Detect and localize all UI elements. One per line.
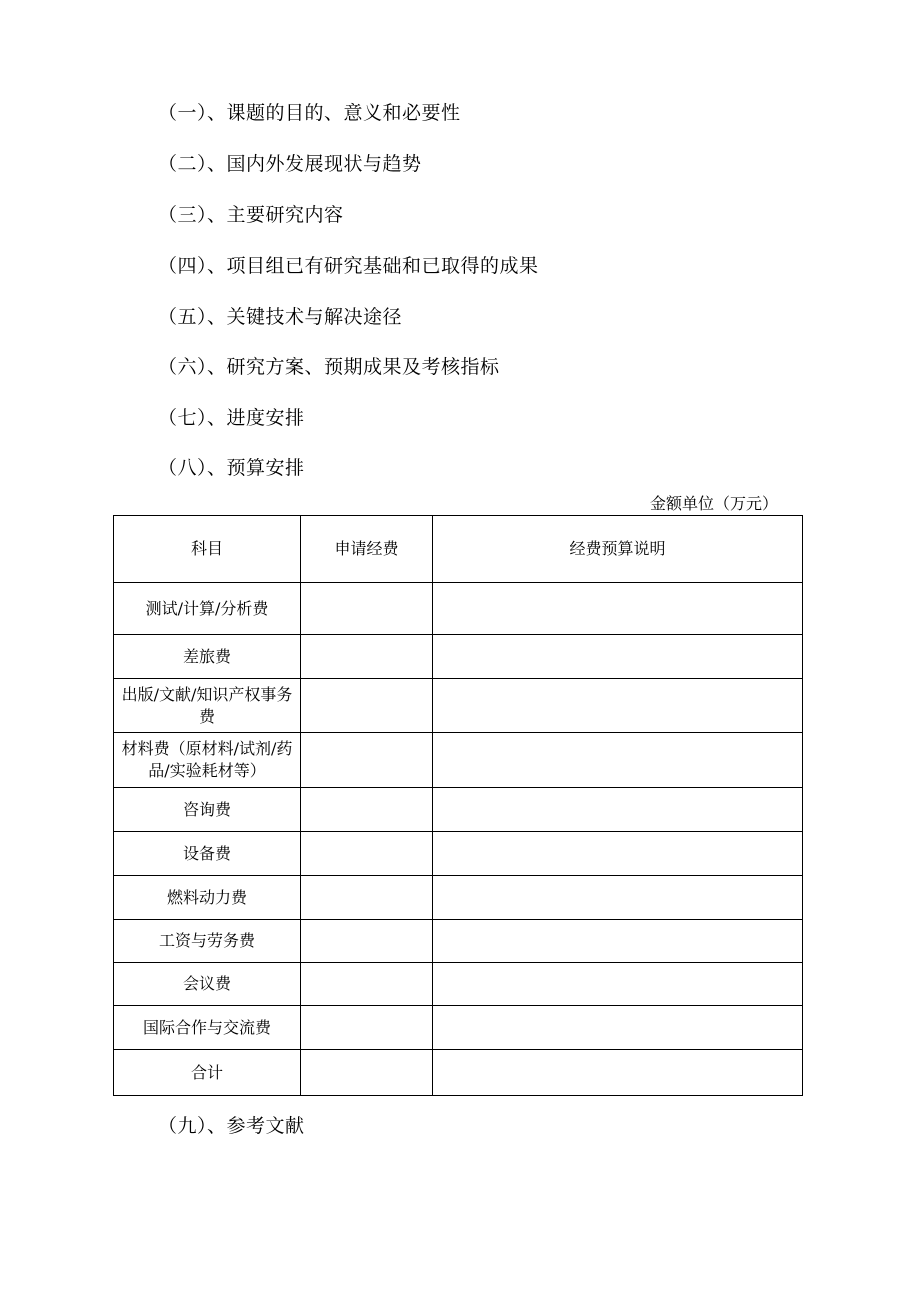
column-header-amount: 申请经费 (301, 516, 433, 583)
budget-amount-cell[interactable] (301, 583, 433, 635)
heading-research-content: （三）、主要研究内容 (158, 204, 344, 226)
budget-item-label: 工资与劳务费 (114, 920, 301, 963)
heading-purpose: （一）、课题的目的、意义和必要性 (158, 102, 461, 124)
budget-amount-cell[interactable] (301, 733, 433, 788)
budget-amount-cell[interactable] (301, 832, 433, 876)
table-row (114, 583, 803, 635)
table-row (114, 733, 803, 788)
budget-amount-cell[interactable] (301, 920, 433, 963)
budget-item-label: 差旅费 (114, 635, 301, 679)
budget-item-label: 咨询费 (114, 788, 301, 832)
budget-amount-cell[interactable] (301, 635, 433, 679)
table-row (114, 788, 803, 832)
budget-note-cell[interactable] (433, 679, 803, 733)
budget-amount-cell[interactable] (301, 1006, 433, 1050)
budget-note-cell[interactable] (433, 635, 803, 679)
heading-research-basis: （四）、项目组已有研究基础和已取得的成果 (158, 255, 539, 277)
heading-budget: （八）、预算安排 (158, 457, 305, 479)
budget-note-cell[interactable] (433, 920, 803, 963)
budget-item-label: 设备费 (114, 832, 301, 876)
budget-header-row (114, 516, 803, 583)
heading-status-trends: （二）、国内外发展现状与趋势 (158, 153, 422, 175)
budget-total-amount-cell[interactable] (301, 1050, 433, 1096)
table-row (114, 876, 803, 920)
budget-item-label: 会议费 (114, 963, 301, 1006)
column-header-note: 经费预算说明 (433, 516, 803, 583)
budget-amount-cell[interactable] (301, 679, 433, 733)
table-row (114, 679, 803, 733)
budget-amount-cell[interactable] (301, 876, 433, 920)
budget-total-note-cell[interactable] (433, 1050, 803, 1096)
table-row (114, 963, 803, 1006)
heading-key-tech: （五）、关键技术与解决途径 (158, 306, 403, 328)
heading-schedule: （七）、进度安排 (158, 407, 305, 429)
budget-note-cell[interactable] (433, 832, 803, 876)
budget-note-cell[interactable] (433, 733, 803, 788)
budget-item-label: 测试/计算/分析费 (114, 583, 301, 635)
table-row (114, 1006, 803, 1050)
column-header-item: 科目 (114, 516, 301, 583)
table-row-total (114, 1050, 803, 1096)
budget-unit-note: 金额单位（万元） (649, 494, 778, 513)
budget-note-cell[interactable] (433, 583, 803, 635)
budget-amount-cell[interactable] (301, 788, 433, 832)
budget-item-label: 燃料动力费 (114, 876, 301, 920)
budget-item-label: 国际合作与交流费 (114, 1006, 301, 1050)
table-row (114, 832, 803, 876)
table-row (114, 635, 803, 679)
budget-table (113, 515, 803, 1096)
budget-note-cell[interactable] (433, 963, 803, 1006)
heading-research-plan: （六）、研究方案、预期成果及考核指标 (158, 356, 500, 378)
budget-item-label: 出版/文献/知识产权事务费 (114, 679, 301, 733)
budget-note-cell[interactable] (433, 876, 803, 920)
budget-amount-cell[interactable] (301, 963, 433, 1006)
table-row (114, 920, 803, 963)
heading-references: （九）、参考文献 (158, 1115, 305, 1137)
budget-total-label: 合计 (114, 1050, 301, 1096)
budget-note-cell[interactable] (433, 1006, 803, 1050)
budget-note-cell[interactable] (433, 788, 803, 832)
budget-item-label: 材料费（原材料/试剂/药品/实验耗材等） (114, 733, 301, 788)
